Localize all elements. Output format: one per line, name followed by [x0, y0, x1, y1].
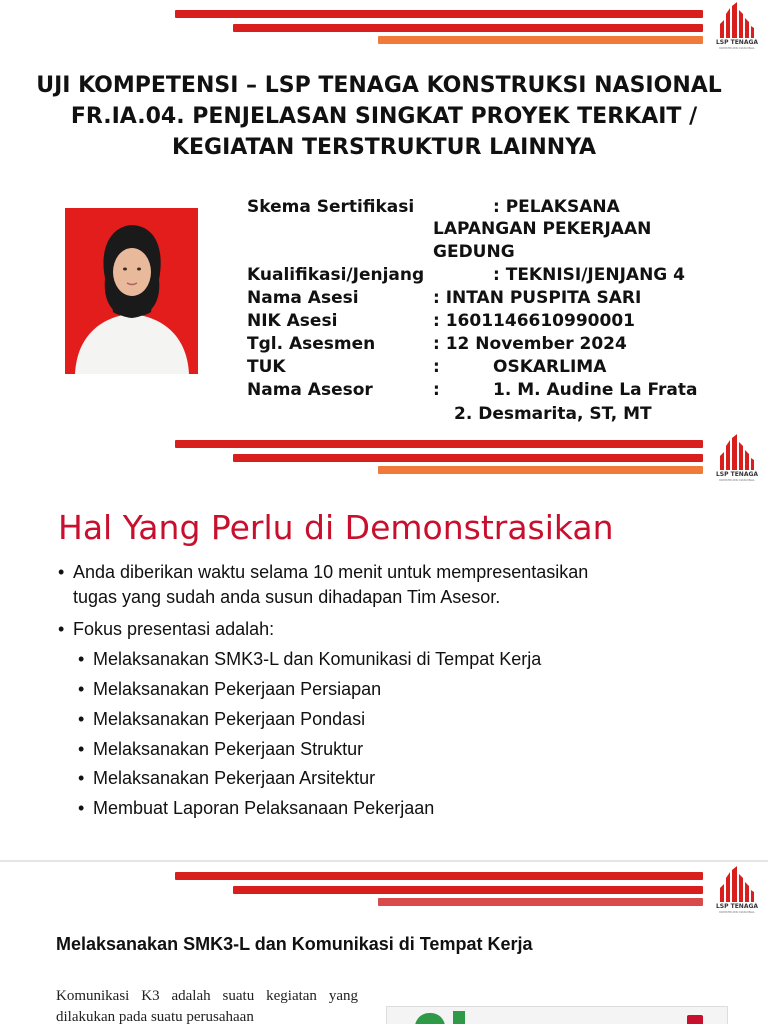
title-line-2: FR.IA.04. PENJELASAN SINGKAT PROYEK TERKAIT / [70, 104, 698, 129]
lsp-logo [712, 432, 762, 482]
kualifikasi-value: : TEKNISI/JENJANG 4 [493, 265, 686, 285]
slide-demonstration [0, 430, 768, 860]
tgl-label: Tgl. Asesmen [247, 334, 376, 354]
skema-value-3: GEDUNG [433, 242, 515, 262]
skema-value-1: : PELAKSANA [493, 197, 620, 217]
bullet-dot-icon: • [78, 649, 85, 669]
header-bar-bottom [378, 898, 703, 906]
bullet-1-text: Anda diberikan waktu selama 10 menit untuk mempresentasikan [73, 562, 589, 582]
list-item [78, 677, 382, 702]
header-bar-bottom [378, 36, 703, 44]
list-item-text: Melaksanakan Pekerjaan Pondasi [93, 709, 366, 729]
lsp-logo-subtext: KONSTRUKSI NASIONAL [719, 478, 755, 482]
bullet-2 [58, 617, 275, 642]
title-line-1: UJI KOMPETENSI – LSP TENAGA KONSTRUKSI NASIONAL [36, 73, 722, 98]
bullet-1-line-2: tugas yang sudah anda susun dihadapan Tim Asesor. [73, 587, 501, 607]
lsp-logo-text: LSP TENAGA [715, 903, 759, 910]
asesor-1: 1. M. Audine La Frata [493, 380, 698, 400]
nama-asesi-label: Nama Asesi [247, 288, 359, 308]
header-bar-top [175, 10, 703, 18]
list-item-text: Melaksanakan Pekerjaan Persiapan [93, 679, 382, 699]
bullet-2-text: Fokus presentasi adalah: [73, 619, 275, 639]
illustration-shape [687, 1015, 703, 1024]
illustration-shape [415, 1013, 445, 1024]
nik-label: NIK Asesi [247, 311, 338, 331]
tgl-value: : 12 November 2024 [433, 334, 627, 354]
bullet-dot-icon: • [78, 679, 85, 699]
bullet-dot-icon: • [78, 739, 85, 759]
header-bars [0, 870, 710, 910]
list-item [78, 737, 364, 762]
asesor-2: 2. Desmarita, ST, MT [454, 404, 652, 424]
list-item [78, 796, 435, 821]
nama-asesi-value: : INTAN PUSPITA SARI [433, 288, 642, 308]
lsp-logo-icon [712, 864, 762, 904]
bullet-dot-icon: • [78, 768, 85, 788]
header-bar-middle [233, 886, 703, 894]
header-bar-top [175, 440, 703, 448]
header-bar-bottom [378, 466, 703, 474]
list-item [78, 647, 542, 672]
header-bar-middle [233, 24, 703, 32]
lsp-logo-text: LSP TENAGA [715, 39, 759, 46]
asesi-photo [65, 208, 198, 374]
header-bars [0, 8, 710, 48]
tuk-value: OSKARLIMA [493, 357, 607, 377]
lsp-logo-subtext: KONSTRUKSI NASIONAL [719, 46, 755, 50]
asesor-colon: : [433, 380, 440, 400]
lsp-logo [712, 0, 762, 50]
header-bar-top [175, 872, 703, 880]
lsp-logo-icon [712, 432, 762, 472]
bullet-dot-icon: • [78, 709, 85, 729]
section-heading: Hal Yang Perlu di Demonstrasikan [58, 508, 614, 547]
person-photo-icon [65, 208, 198, 374]
header-bar-middle [233, 454, 703, 462]
bullet-dot-icon: • [58, 619, 65, 639]
bullet-dot-icon: • [78, 798, 85, 818]
asesor-label: Nama Asesor [247, 380, 373, 400]
nik-value: : 1601146610990001 [433, 311, 635, 331]
lsp-logo-text: LSP TENAGA [715, 471, 759, 478]
bullet-dot-icon: • [58, 562, 65, 582]
list-item-text: Membuat Laporan Pelaksanaan Pekerjaan [93, 798, 435, 818]
skema-value-2: LAPANGAN PEKERJAAN [433, 219, 652, 239]
slide-cover [0, 0, 768, 430]
page-title [0, 70, 768, 163]
header-bars [0, 438, 710, 478]
bullet-1-line-1 [58, 560, 589, 585]
list-item [78, 766, 376, 791]
illustration-image [386, 1006, 728, 1024]
section-heading: Melaksanakan SMK3-L dan Komunikasi di Tempat Kerja [56, 934, 533, 954]
list-item-text: Melaksanakan Pekerjaan Arsitektur [93, 768, 376, 788]
list-item-text: Melaksanakan SMK3-L dan Komunikasi di Tempat Kerja [93, 649, 542, 669]
lsp-logo [712, 864, 762, 914]
title-line-3: KEGIATAN TERSTRUKTUR LAINNYA [171, 135, 597, 160]
slide-smk3 [0, 862, 768, 1024]
kualifikasi-label: Kualifikasi/Jenjang [247, 265, 425, 285]
lsp-logo-icon [712, 0, 762, 40]
tuk-colon: : [433, 357, 440, 377]
lsp-logo-subtext: KONSTRUKSI NASIONAL [719, 910, 755, 914]
tuk-label: TUK [247, 357, 286, 377]
illustration-shape [453, 1011, 465, 1024]
body-paragraph: Komunikasi K3 adalah suatu kegiatan yang dilakukan pada suatu perusahaan [56, 988, 358, 1024]
list-item-text: Melaksanakan Pekerjaan Struktur [93, 739, 364, 759]
list-item [78, 707, 366, 732]
skema-label: Skema Sertifikasi [247, 197, 415, 217]
